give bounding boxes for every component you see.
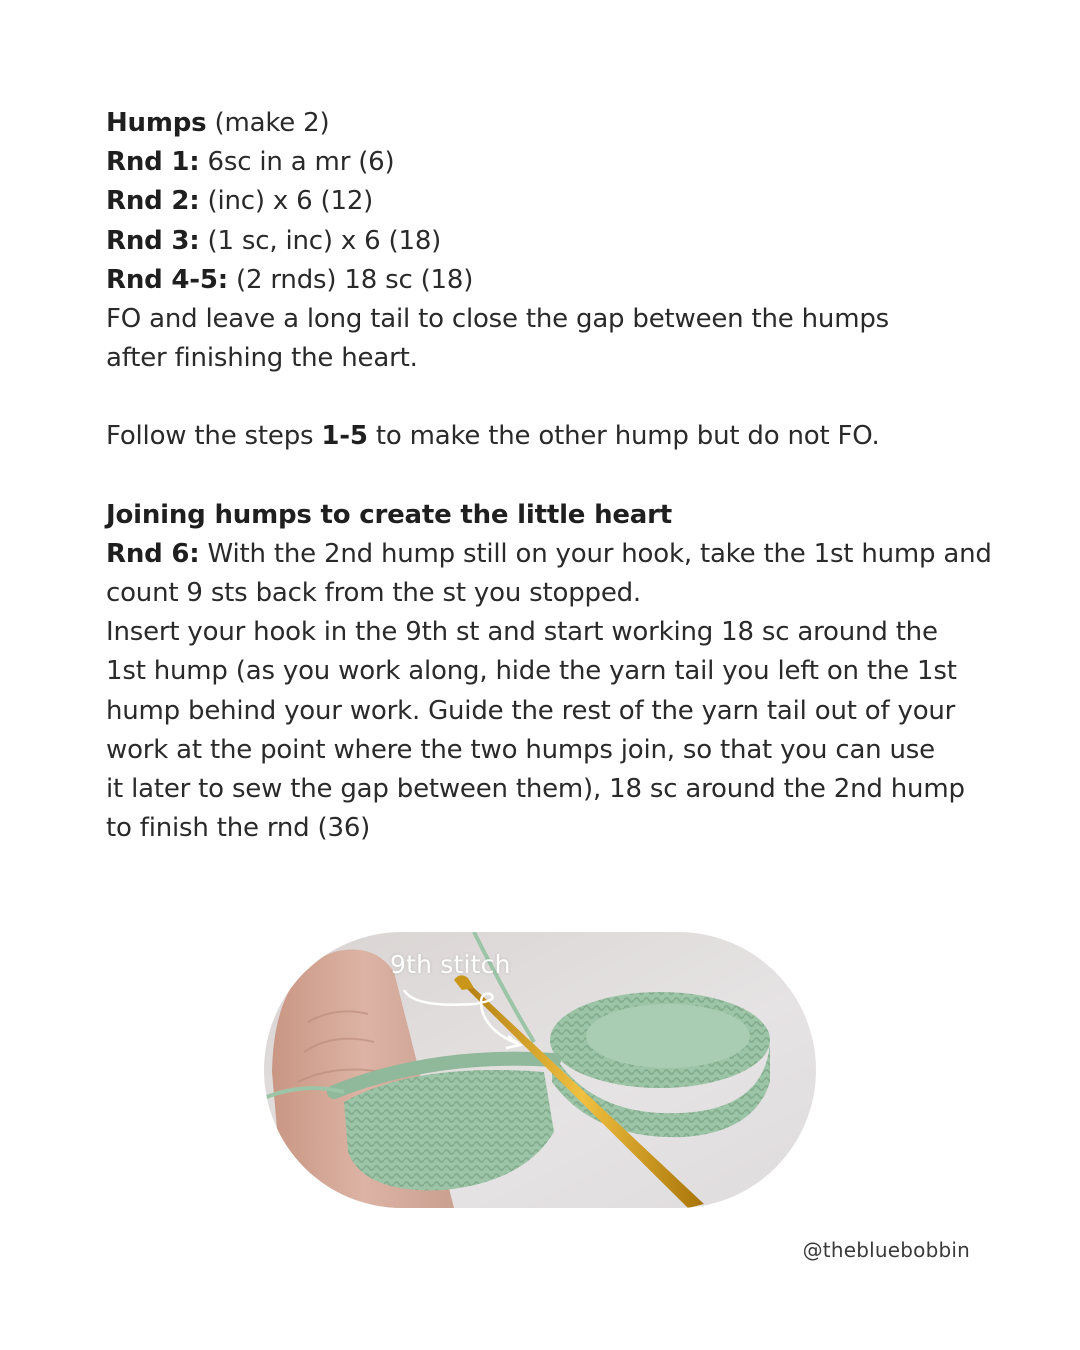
fo-instruction-line: after finishing the heart. — [106, 343, 418, 374]
round-2 — [106, 182, 986, 221]
follow-steps: 1-5 — [321, 421, 368, 452]
round-label: Rnd 1: — [106, 147, 200, 178]
round-6-continued: count 9 sts back from the st you stopped. — [106, 578, 641, 609]
follow-steps-line — [106, 417, 986, 456]
round-6 — [106, 535, 992, 574]
pattern-text — [106, 104, 992, 848]
joining-instruction-line: work at the point where the two humps join, so that you can use — [106, 734, 935, 765]
crochet-photo — [264, 932, 816, 1208]
round-3 — [106, 222, 986, 261]
joining-instruction-line: it later to sew the gap between them), 18 sc around the 2nd hump — [106, 774, 965, 805]
round-text: 6sc in a mr (6) — [199, 147, 395, 178]
round-label: Rnd 4-5: — [106, 264, 228, 295]
follow-after: to make the other hump but do not FO. — [367, 421, 880, 452]
humps-title: Humps — [106, 108, 207, 138]
round-label: Rnd 2: — [106, 186, 200, 217]
round-4-5 — [106, 261, 986, 300]
fo-instruction-line: FO and leave a long tail to close the gap between the humps — [106, 304, 889, 335]
crochet-illustration — [264, 932, 816, 1208]
photo-label: 9th stitch — [390, 950, 511, 979]
author-handle: @thebluebobbin — [802, 1238, 970, 1262]
round-text: With the 2nd hump still on your hook, take the 1st hump and — [199, 538, 992, 569]
round-text: (2 rnds) 18 sc (18) — [227, 264, 474, 295]
joining-instruction-line: Insert your hook in the 9th st and start working 18 sc around the — [106, 617, 938, 648]
round-text: (inc) x 6 (12) — [199, 186, 374, 217]
joining-instruction-line: hump behind your work. Guide the rest of the yarn tail out of your — [106, 695, 956, 726]
joining-heading: Joining humps to create the little heart — [106, 499, 673, 530]
round-1 — [106, 143, 986, 182]
round-label: Rnd 3: — [106, 225, 200, 256]
round-text: (1 sc, inc) x 6 (18) — [199, 225, 442, 256]
round-label: Rnd 6: — [106, 538, 200, 569]
humps-heading — [106, 104, 986, 143]
humps-note: (make 2) — [206, 108, 330, 138]
joining-instruction-line: to finish the rnd (36) — [106, 813, 371, 844]
second-hump-inside — [586, 1004, 750, 1068]
joining-instruction-line: 1st hump (as you work along, hide the yarn tail you left on the 1st — [106, 656, 957, 687]
follow-before: Follow the steps — [106, 421, 322, 452]
